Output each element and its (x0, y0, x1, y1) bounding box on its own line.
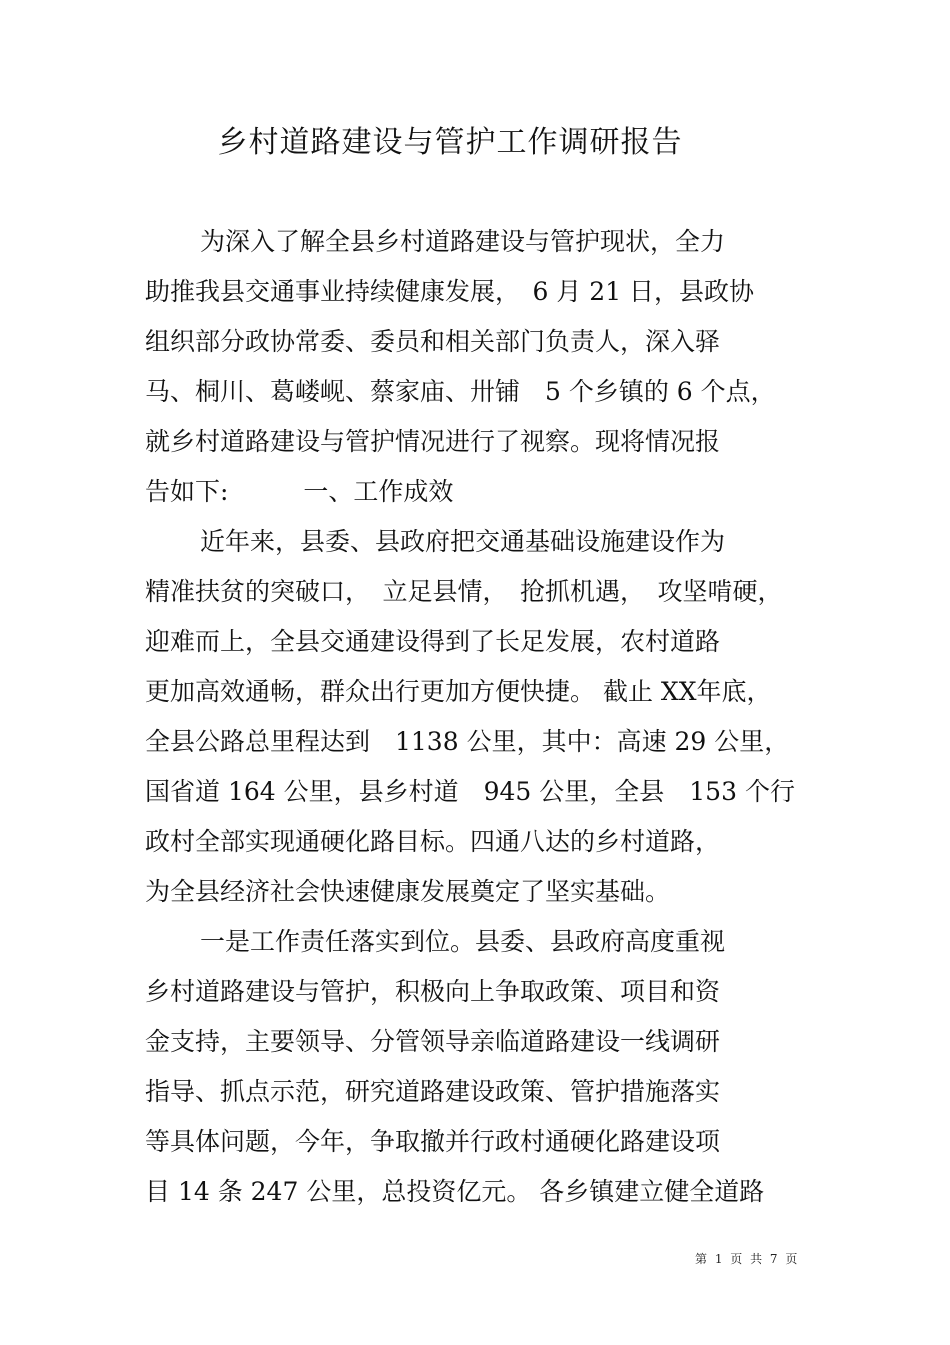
paragraph-line-17: 金支持，主要领导、分管领导亲临道路建设一线调研 (145, 1027, 721, 1056)
paragraph-line-14: 为全县经济社会快速健康发展奠定了坚实基础。 (145, 877, 671, 906)
paragraph-line-16: 乡村道路建设与管护，积极向上争取政策、项目和资 (145, 977, 721, 1006)
paragraph-line-1: 为深入了解全县乡村道路建设与管护现状，全力 (200, 227, 726, 256)
paragraph-line-2: 助推我县交通事业持续健康发展， 6 月 21 日，县政协 (145, 277, 755, 306)
paragraph-line-18: 指导、抓点示范，研究道路建设政策、管护措施落实 (145, 1077, 721, 1106)
paragraph-line-5: 就乡村道路建设与管护情况进行了视察。现将情况报 (145, 427, 721, 456)
paragraph-line-8: 精准扶贫的突破口， 立足县情， 抢抓机遇， 攻坚啃硬， (145, 577, 783, 606)
paragraph-line-20: 目 14 条 247 公里，总投资亿元。 各乡镇建立健全道路 (145, 1177, 765, 1206)
paragraph-line-4: 马、桐川、葛嵝岘、蔡家庙、卅铺 5 个乡镇的 6 个点， (145, 377, 776, 406)
paragraph-line-19: 等具体问题，今年，争取撤并行政村通硬化路建设项 (145, 1127, 721, 1156)
paragraph-line-10: 更加高效通畅，群众出行更加方便快捷。 截止 XX年底， (145, 677, 772, 706)
page-title: 乡村道路建设与管护工作调研报告 (217, 125, 683, 160)
paragraph-line-3: 组织部分政协常委、委员和相关部门负责人，深入驿 (145, 327, 721, 356)
paragraph-line-9: 迎难而上，全县交通建设得到了长足发展，农村道路 (145, 627, 721, 656)
paragraph-line-11: 全县公路总里程达到 1138 公里，其中：高速 29 公里， (145, 727, 790, 756)
paragraph-line-6: 告如下: 一、工作成效 (145, 477, 454, 506)
paragraph-line-15: 一是工作责任落实到位。县委、县政府高度重视 (200, 927, 726, 956)
paragraph-line-12: 国省道 164 公里，县乡村道 945 公里，全县 153 个行 (145, 777, 795, 806)
paragraph-line-13: 政村全部实现通硬化路目标。四通八达的乡村道路， (145, 827, 721, 856)
paragraph-line-7: 近年来，县委、县政府把交通基础设施建设作为 (200, 527, 726, 556)
page-number-footer: 第 1 页 共 7 页 (695, 1252, 800, 1266)
